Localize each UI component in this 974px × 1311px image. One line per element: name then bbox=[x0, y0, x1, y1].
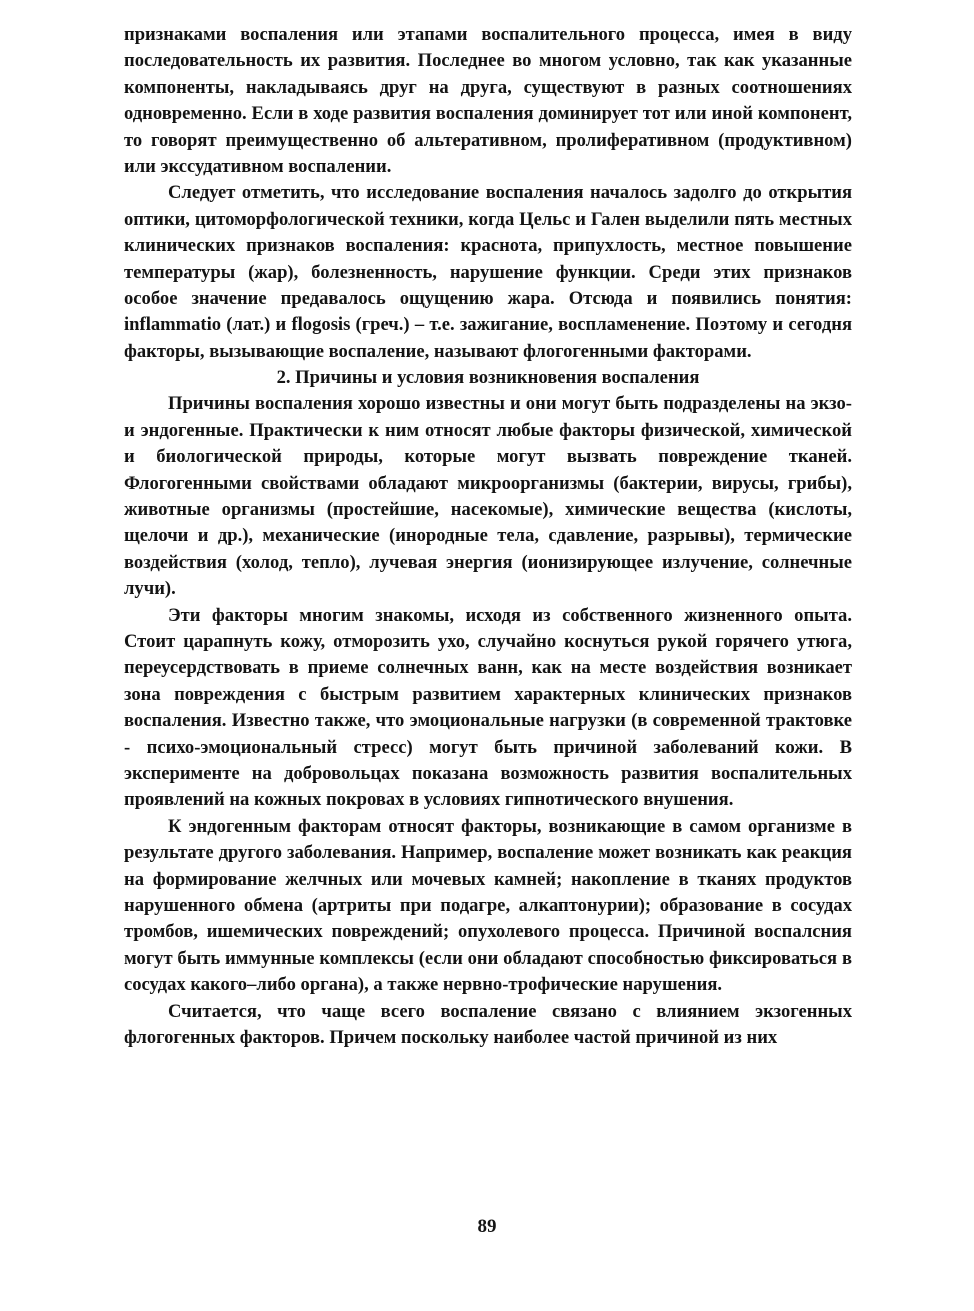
page-body bbox=[124, 22, 852, 1051]
paragraph-exogenous: Считается, что чаще всего воспаление связано с влиянием экзогенных флогогенных факторов. Причем поскольку наиболее частой причиной из них bbox=[124, 1000, 852, 1049]
paragraph-experience: Эти факторы многим знакомы, исходя из собственного жизненного опыта. Стоит царапнуть кожу, отморозить ухо, случайно коснуться рукой горячего утюга, переусердствовать в приеме солнечных ванн, как на месте воздействия возникает зона повреждения с быстрым развитием характерных клинических признаков воспаления. Известно также, что эмоциональные нагрузки (в современной трактовке - психо-эмоциональный стресс) могут быть причиной заболеваний кожи. В эксперименте на добровольцах показана возможность развития воспалительных проявлений на кожных покровах в условиях гипнотического внушения. bbox=[124, 604, 852, 811]
paragraph-continuation: признаками воспаления или этапами воспалительного процесса, имея в виду последовательность их развития. Последнее во многом условно, так как указанные компоненты, накладываясь друг на друга, существуют в разных соотношениях одновременно. Если в ходе развития воспаления доминирует тот или иной компонент, то говорят преимущественно об альтеративном, пролиферативном (продуктивном) или экссудативном воспалении. bbox=[124, 24, 852, 178]
paragraph-causes: Причины воспаления хорошо известны и они могут быть подразделены на экзо- и эндогенные. Практически к ним относят любые факторы физической, химической и биологической природы, которые могут вызвать повреждение тканей. Флогогенными свойствами обладают микроорганизмы (бактерии, вирусы, грибы), животные организмы (простейшие, насекомые), химические вещества (кислоты, щелочи и др.), механические (инородные тела, сдавление, разрывы), термические воздействия (холод, тепло), лучевая энергия (ионизирующее излучение, солнечные лучи). bbox=[124, 393, 852, 600]
paragraph-history: Следует отметить, что исследование воспаления началось задолго до открытия оптики, цитоморфологической техники, когда Цельс и Гален выделили пять местных клинических признаков воспаления: краснота, припухлость, местное повышение температуры (жар), болезненность, нарушение функции. Среди этих признаков особое значение предавалось ощущению жара. Отсюда и появились понятия: inflammatio (лат.) и flogosis (греч.) – т.е. зажигание, воспламенение. Поэтому и сегодня факторы, вызывающие воспаление, называют флогогенными факторами. bbox=[124, 182, 852, 362]
paragraph-endogenous: К эндогенным факторам относят факторы, возникающие в самом организме в результате другого заболевания. Например, воспаление может возникать как реакция на формирование желчных или мочевых камней; накопление в тканях продуктов нарушенного обмена (артриты при подагре, алкаптонурии); образование в сосудах тромбов, ишемических повреждений; опухолевого процесса. Причиной воспалсния могут быть иммунные комплексы (если они обладают способностью фиксироваться в сосудах какого–либо органа), а также нервно-трофические нарушения. bbox=[124, 815, 852, 996]
page-number: 89 bbox=[477, 1216, 497, 1237]
section-heading: 2. Причины и условия возникновения воспаления bbox=[276, 367, 700, 389]
